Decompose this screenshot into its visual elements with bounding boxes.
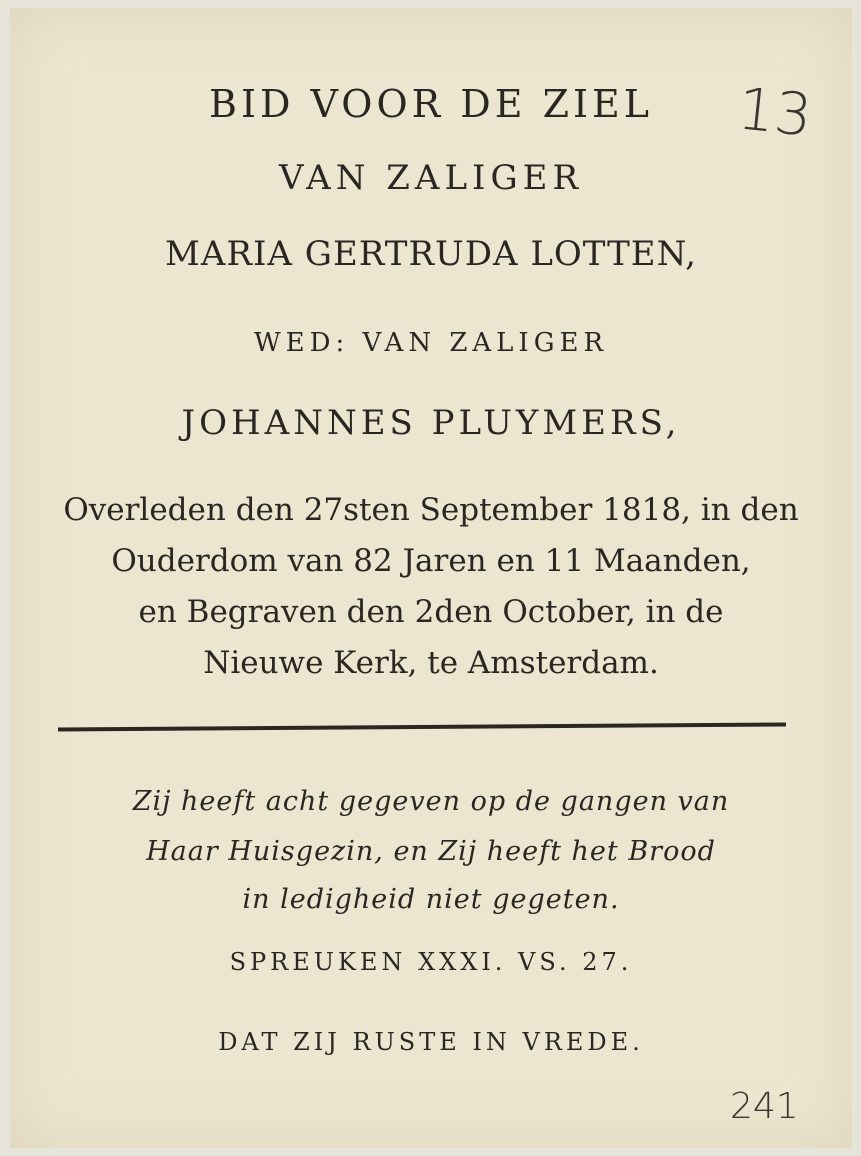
memorial-card: [10, 8, 852, 1148]
burial-place-line: Nieuwe Kerk, te Amsterdam.: [203, 645, 659, 681]
burial-date-line: en Begraven den 2den October, in de: [138, 594, 724, 630]
widow-of-line: WED: VAN ZALIGER: [253, 328, 609, 358]
verse-line-3: in ledigheid niet gegeten.: [242, 884, 620, 915]
closing-prayer: DAT ZIJ RUSTE IN VREDE.: [218, 1028, 644, 1056]
handwritten-number-bottom: 241: [730, 1086, 799, 1127]
age-line: Ouderdom van 82 Jaren en 11 Maanden,: [111, 543, 751, 579]
deceased-name: MARIA GERTRUDA LOTTEN,: [165, 234, 697, 274]
heading-bid-voor-de-ziel: BID VOOR DE ZIEL: [209, 82, 653, 126]
verse-line-1: Zij heeft acht gegeven op de gangen van: [132, 786, 730, 817]
heading-van-zaliger: VAN ZALIGER: [278, 158, 584, 198]
death-date-line: Overleden den 27sten September 1818, in den: [63, 492, 799, 528]
divider-rule: [58, 722, 786, 731]
handwritten-number-top: 13: [734, 74, 816, 150]
husband-name: JOHANNES PLUYMERS,: [181, 403, 681, 443]
scripture-reference: SPREUKEN XXXI. VS. 27.: [229, 948, 633, 976]
verse-line-2: Haar Huisgezin, en Zij heeft het Brood: [146, 836, 716, 867]
